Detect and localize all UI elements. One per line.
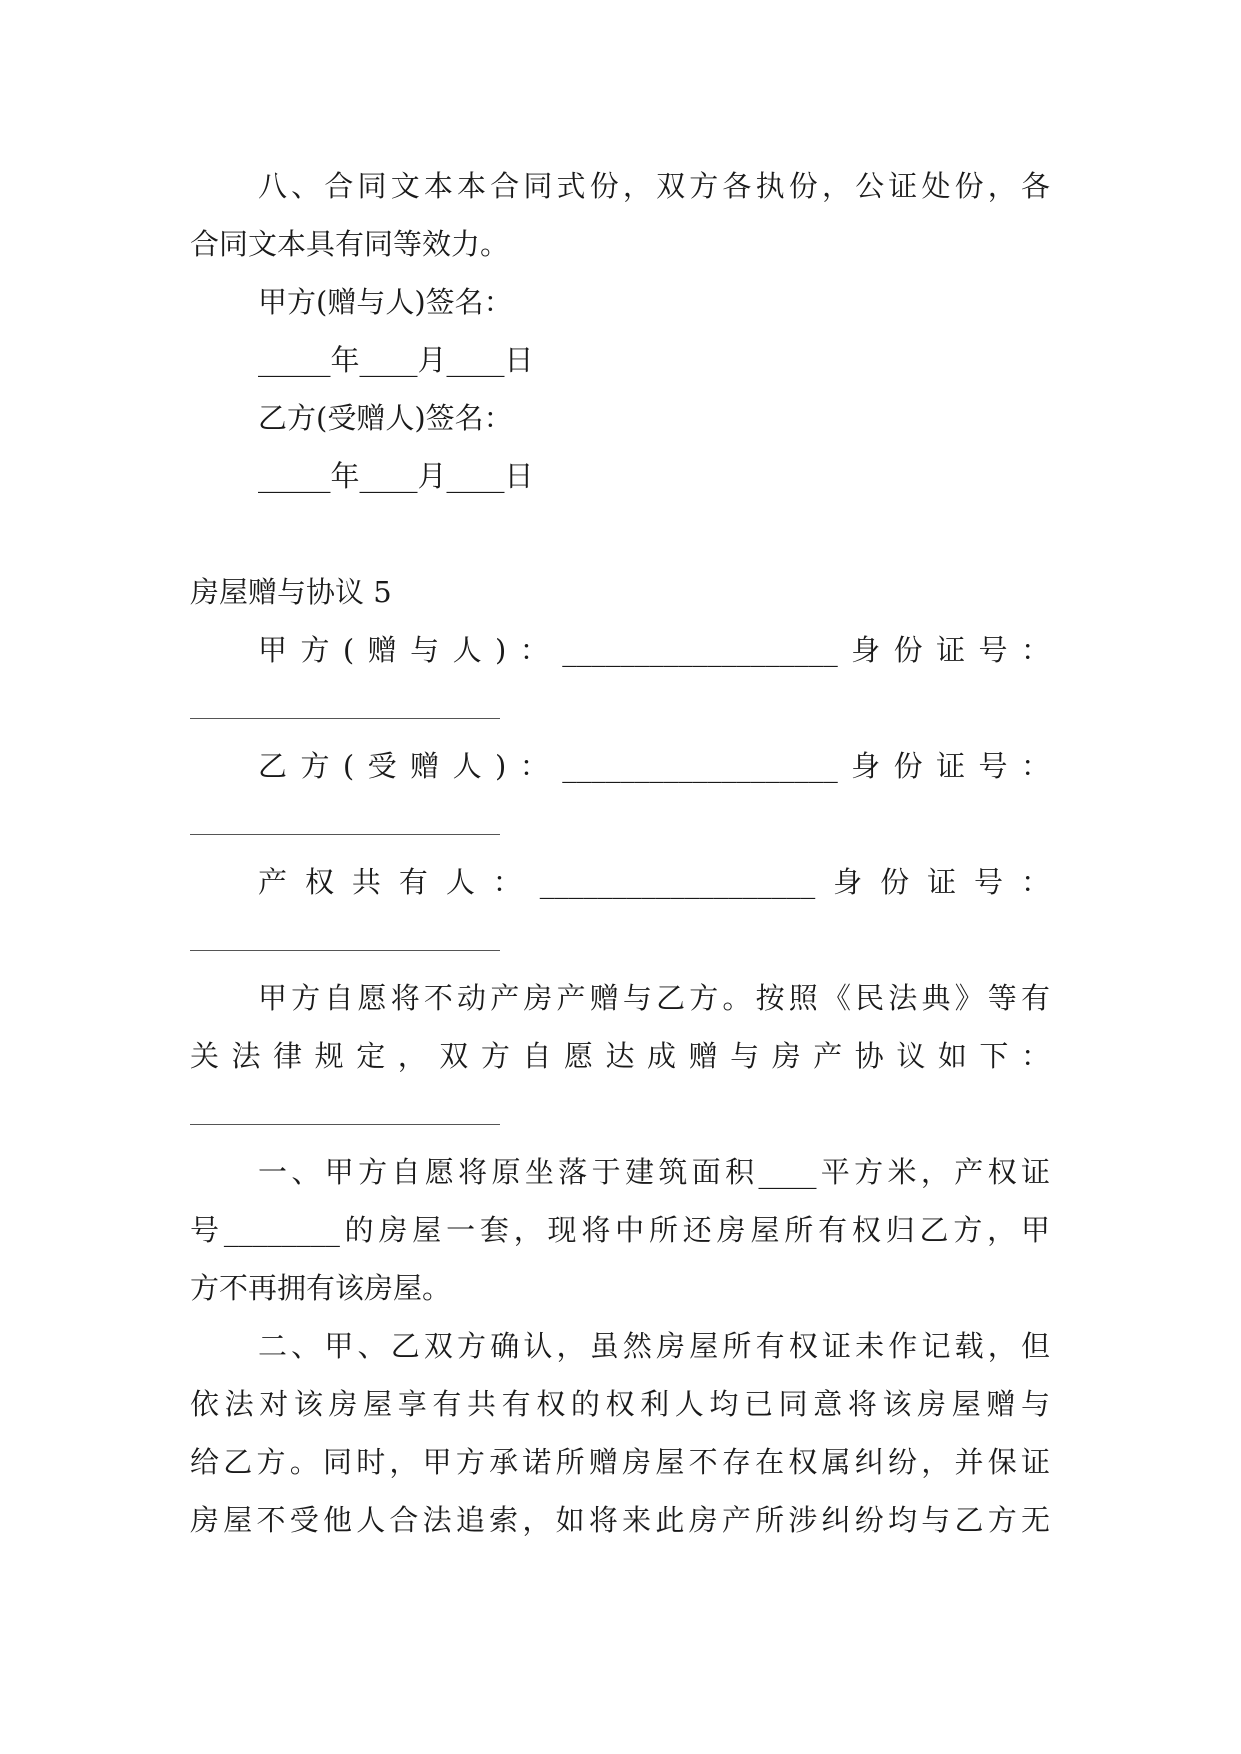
party-a-signature-date: _____年____月____日 (258, 343, 534, 377)
blank-underline (190, 718, 500, 719)
clause-8-line-2: 合同文本具有同等效力。 (190, 227, 510, 261)
party-a-id-line: 甲方(赠与人)：___________________身份证号： (258, 633, 1050, 667)
party-b-id-line: 乙方(受赠人)：___________________身份证号： (258, 749, 1050, 783)
blank-underline (190, 834, 500, 835)
preamble-line-2: 关法律规定，双方自愿达成赠与房产协议如下： (190, 1039, 1050, 1073)
party-b-signature-label: 乙方(受赠人)签名： (258, 401, 513, 435)
party-b-signature-date: _____年____月____日 (258, 459, 534, 493)
clause-1-line-1: 一、甲方自愿将原坐落于建筑面积____平方米，产权证 (258, 1155, 1050, 1189)
clause-2-line-2: 依法对该房屋享有共有权的权利人均已同意将该房屋赠与 (190, 1387, 1050, 1421)
section-heading: 房屋赠与协议 5 (190, 575, 392, 609)
party-a-signature-label: 甲方(赠与人)签名： (258, 285, 513, 319)
co-owner-id-line: 产权共有人：___________________身份证号： (258, 865, 1050, 899)
blank-underline (190, 950, 500, 951)
clause-1-line-2: 号________的房屋一套，现将中所还房屋所有权归乙方，甲 (190, 1213, 1050, 1247)
clause-2-line-3: 给乙方。同时，甲方承诺所赠房屋不存在权属纠纷，并保证 (190, 1445, 1050, 1479)
clause-1-line-3: 方不再拥有该房屋。 (190, 1271, 452, 1305)
clause-2-line-4: 房屋不受他人合法追索，如将来此房产所涉纠纷均与乙方无 (190, 1503, 1050, 1537)
preamble-line-1: 甲方自愿将不动产房产赠与乙方。按照《民法典》等有 (258, 981, 1050, 1015)
clause-8-line-1: 八、合同文本本合同式份，双方各执份，公证处份，各 (258, 169, 1050, 203)
blank-underline (190, 1124, 500, 1125)
clause-2-line-1: 二、甲、乙双方确认，虽然房屋所有权证未作记载，但 (258, 1329, 1050, 1363)
